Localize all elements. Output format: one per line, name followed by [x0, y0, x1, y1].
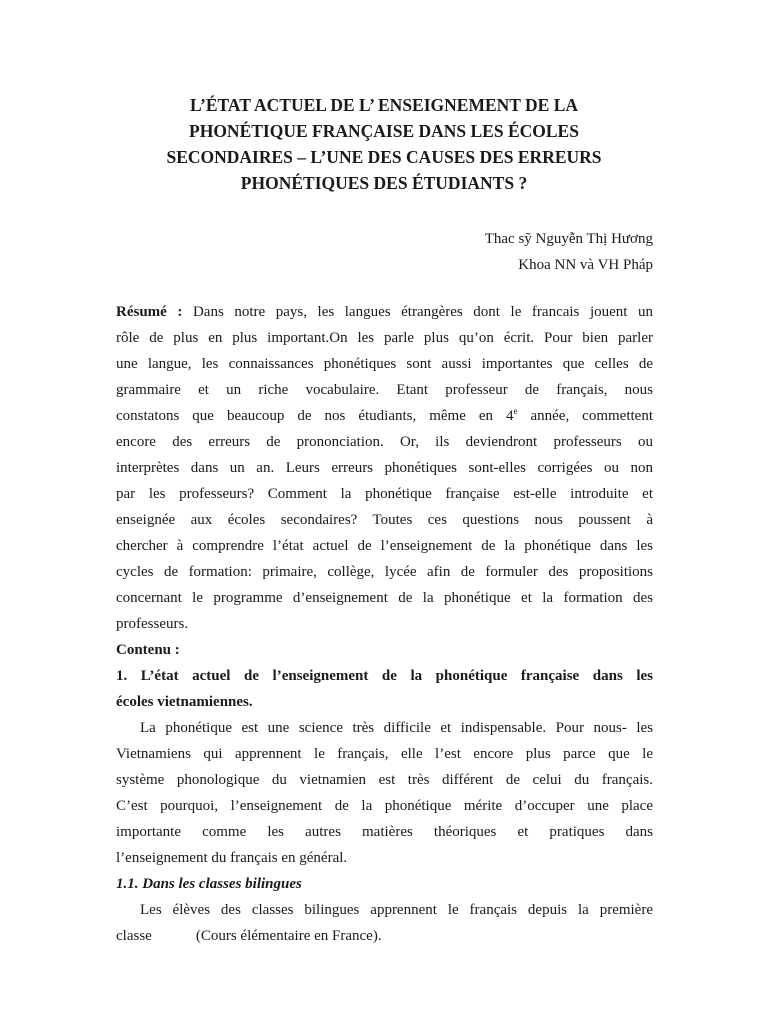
resume-line [116, 299, 653, 325]
resume-line: grammaire et un riche vocabulaire. Etant professeur de français, nous [116, 382, 653, 398]
resume-line: une langue, les connaissances phonétiques sont aussi importantes que celles de [116, 356, 653, 372]
paragraph-line: système phonologique du vietnamien est très différent de celui du français. [116, 772, 653, 788]
resume-line: encore des erreurs de prononciation. Or, ils deviendront professeurs ou [116, 434, 653, 450]
section-heading: écoles vietnamiennes. [116, 694, 253, 710]
document-title [100, 92, 668, 196]
paragraph-line: C’est pourquoi, l’enseignement de la phonétique mérite d’occuper une place [116, 798, 653, 814]
resume-line: par les professeurs? Comment la phonétique française est-elle introduite et [116, 486, 653, 502]
author-block [485, 226, 653, 278]
resume-line [116, 403, 653, 429]
ordinal-superscript: e [513, 406, 518, 416]
resume-line: professeurs. [116, 616, 189, 632]
resume-line: cycles de formation: primaire, collège, lycée afin de formuler des propositions [116, 564, 653, 580]
resume-line: interprètes dans un an. Leurs erreurs phonétiques sont-elles corrigées ou non [116, 460, 653, 476]
document-body [116, 299, 653, 949]
title-line: L’ÉTAT ACTUEL DE L’ ENSEIGNEMENT DE LA [189, 95, 579, 115]
paragraph-line: importante comme les autres matières théoriques et pratiques dans [116, 824, 653, 840]
section-heading: 1. L’état actuel de l’enseignement de la phonétique française dans les [116, 668, 653, 684]
resume-line: enseignée aux écoles secondaires? Toutes ces questions nous poussent à [116, 512, 653, 528]
author-name: Thac sỹ Nguyễn Thị Hương [484, 231, 653, 247]
resume-text: constatons que beaucoup de nos étudiants, même en 4 [116, 408, 514, 424]
paragraph-text: classe [116, 928, 152, 944]
resume-text: Dans notre pays, les langues étrangères dont le francais jouent un [192, 304, 653, 320]
resume-line: chercher à comprendre l’état actuel de l’enseignement de la phonétique dans les [116, 538, 653, 554]
subsection-heading: 1.1. Dans les classes bilingues [116, 876, 302, 892]
title-line: SECONDAIRES – L’UNE DES CAUSES DES ERREURS [166, 147, 602, 167]
resume-line: concernant le programme d’enseignement de la phonétique et la formation des [116, 590, 653, 606]
resume-text: année, commettent [517, 408, 653, 424]
paragraph-line [116, 923, 653, 949]
title-line: PHONÉTIQUE FRANÇAISE DANS LES ÉCOLES [189, 121, 579, 141]
paragraph-line: l’enseignement du français en général. [116, 850, 348, 866]
paragraph-line: La phonétique est une science très difficile et indispensable. Pour nous- les [140, 720, 653, 736]
paragraph-line: Les élèves des classes bilingues apprennent le français depuis la première [140, 902, 653, 918]
title-line: PHONÉTIQUES DES ÉTUDIANTS ? [240, 173, 528, 193]
resume-label: Résumé : [116, 304, 183, 320]
resume-line: rôle de plus en plus important.On les parle plus qu’on écrit. Pour bien parler [116, 330, 653, 346]
paragraph-line: Vietnamiens qui apprennent le français, elle l’est encore plus parce que le [116, 746, 653, 762]
author-affiliation: Khoa NN và VH Pháp [518, 257, 653, 273]
contenu-heading: Contenu : [116, 642, 180, 658]
paragraph-text: (Cours élémentaire en France). [195, 928, 382, 944]
